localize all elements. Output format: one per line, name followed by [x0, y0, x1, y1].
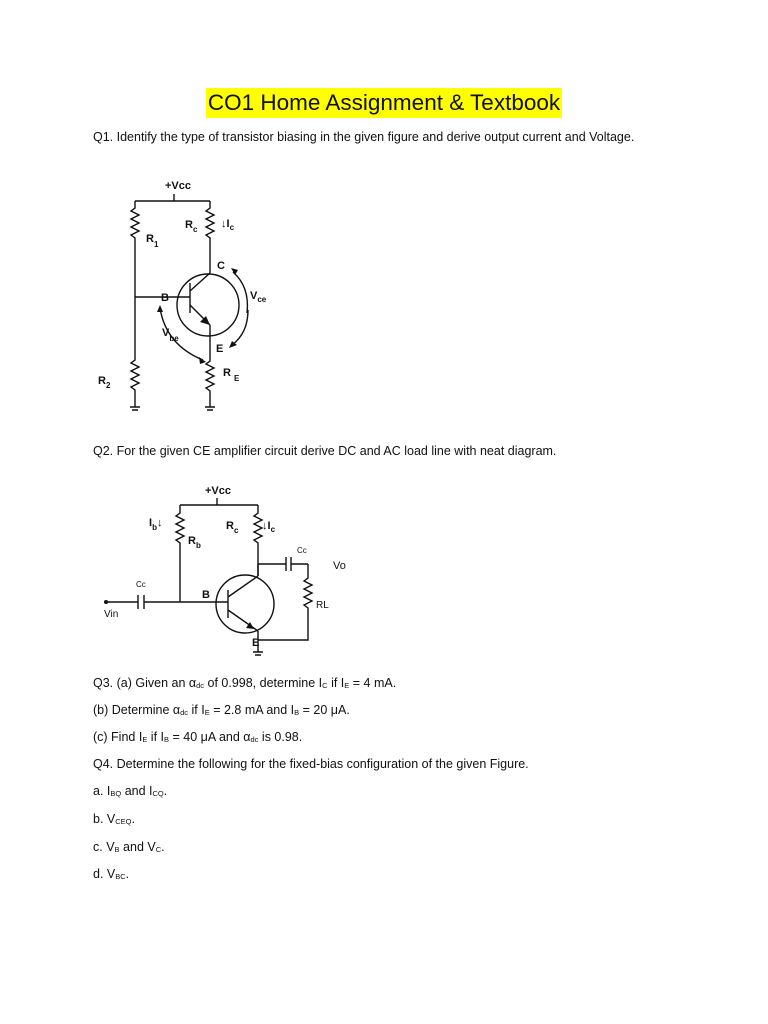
question-4a-text: a. IBQ and ICQ.	[93, 784, 168, 798]
svg-text:Vbe	[162, 327, 179, 343]
svg-text:R1	[146, 233, 159, 249]
q1-vbe-label: V	[162, 327, 170, 339]
q1-rc-label: R	[185, 219, 193, 231]
q1-vce-label: V	[250, 290, 258, 302]
q2-circuit-diagram	[100, 480, 370, 665]
question-4b-text: b. VCEQ.	[93, 812, 135, 826]
q2-vo-label: Vo	[333, 560, 346, 572]
svg-text:Rc	[226, 520, 239, 535]
svg-text:Rc	[185, 219, 198, 234]
question-4-text: Q4. Determine the following for the fixed-bias configuration of the given Figure.	[93, 757, 529, 771]
q1-c-label: C	[217, 260, 225, 272]
q1-r2-sub: 2	[105, 381, 111, 390]
q2-e-label: E	[252, 637, 260, 649]
q2-ic-sub: c	[270, 525, 276, 534]
svg-text:Rb	[188, 535, 201, 550]
q1-ic-sub: c	[229, 223, 235, 232]
q2-ib-label: I	[149, 517, 153, 529]
q2-rb-label: R	[188, 535, 196, 547]
q2-rl-label: RL	[316, 600, 329, 611]
svg-text:RE	[223, 367, 240, 383]
q1-b-label: B	[161, 292, 169, 304]
q2-cc-in-label: Cc	[136, 580, 146, 589]
q1-r1-label: R	[146, 233, 154, 245]
title-container	[0, 88, 768, 118]
svg-text:↓Ic: $↓I_c$	[221, 218, 235, 232]
question-3a-text: Q3. (a) Given an αdc of 0.998, determine IC if IE = 4 mA.	[93, 676, 397, 690]
svg-text:Vce	[250, 290, 267, 304]
svg-text:Ib↓: $I_b↓$	[149, 517, 163, 532]
q1-rc-sub: c	[192, 225, 198, 234]
q1-e-label: E	[216, 343, 224, 355]
q1-vcc-label: +Vcc	[165, 180, 191, 192]
q1-ic-label: I	[226, 218, 230, 230]
question-4c-text: c. VB and VC.	[93, 840, 165, 854]
q2-cc-out-label: Cc	[297, 546, 307, 555]
question-2-text: Q2. For the given CE amplifier circuit derive DC and AC load line with neat diagram.	[93, 444, 557, 458]
q2-b-label: B	[202, 589, 210, 601]
question-1-text: Q1. Identify the type of transistor biasing in the given figure and derive output current and Voltage.	[93, 130, 635, 144]
q2-rc-sub: c	[233, 526, 239, 535]
q2-ib-sub: b	[152, 523, 157, 532]
q2-ic-label: I	[267, 520, 271, 532]
q1-r1-sub: 1	[153, 240, 159, 249]
q1-r2-label: R	[98, 375, 106, 387]
q2-vin-label: Vin	[104, 609, 119, 620]
q2-rb-sub: b	[195, 541, 201, 550]
svg-text:↓Ic: $↓I_c$	[262, 520, 276, 534]
page-title: CO1 Home Assignment & Textbook	[206, 88, 562, 118]
svg-text:R2	[98, 375, 111, 390]
q1-circuit-diagram	[90, 175, 290, 420]
question-3c-text: (c) Find IE if IB = 40 μA and αdc is 0.98.	[93, 730, 303, 744]
q1-re-sub: E	[233, 374, 240, 383]
q2-rc-label: R	[226, 520, 234, 532]
q2-vcc-label: +Vcc	[205, 485, 231, 497]
question-3b-text: (b) Determine αdc if IE = 2.8 mA and IB = 20 μA.	[93, 703, 350, 717]
q1-vbe-sub: be	[169, 334, 179, 343]
q1-re-label: R	[223, 367, 231, 379]
question-4d-text: d. VBC.	[93, 867, 130, 881]
q1-vce-sub: ce	[257, 295, 267, 304]
